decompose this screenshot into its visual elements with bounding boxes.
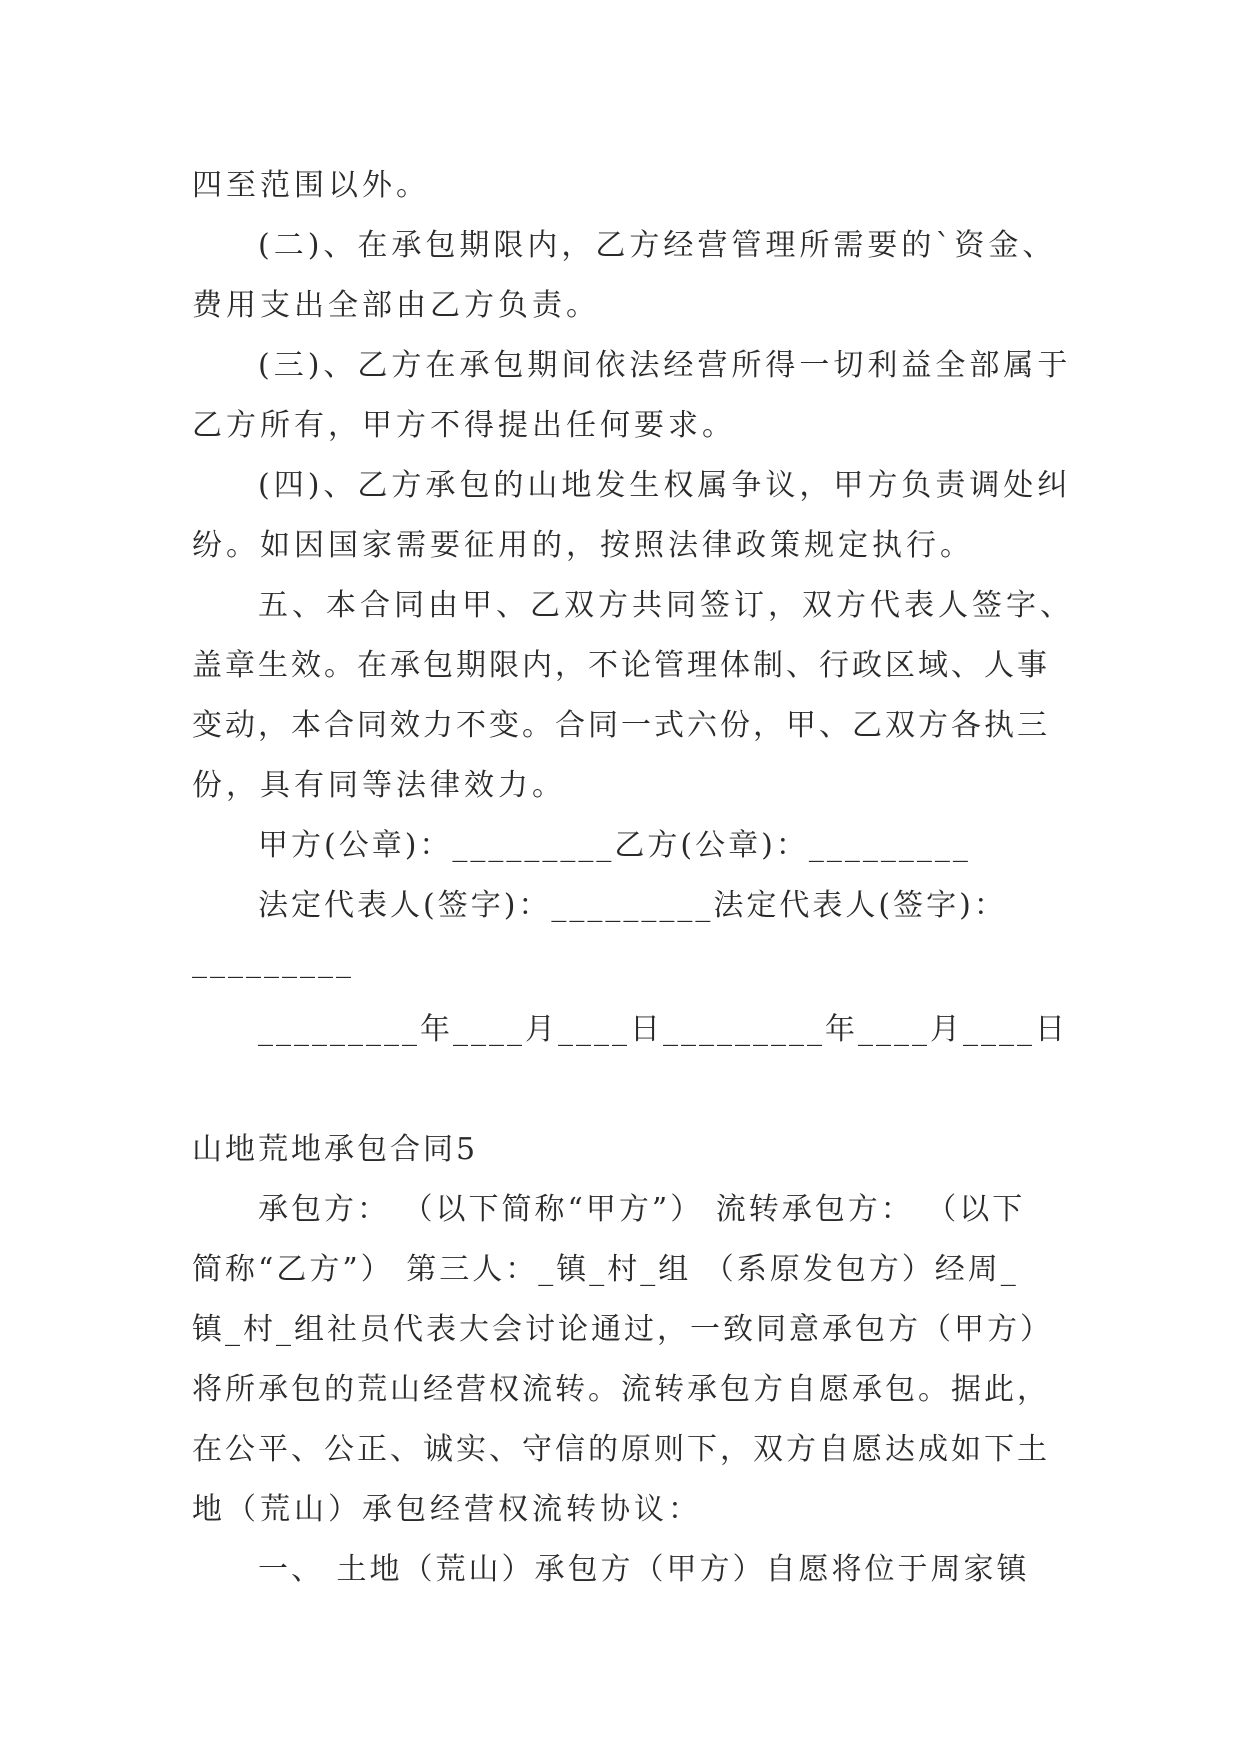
signature-blank: _________	[192, 944, 354, 979]
paragraph-line: 在公平、公正、诚实、守信的原则下，双方自愿达成如下土	[192, 1432, 1050, 1467]
paragraph-line: 简称“乙方”） 第三人：_镇_村_组 （系原发包方）经周_	[192, 1252, 1019, 1287]
paragraph-line: 变动，本合同效力不变。合同一式六份，甲、乙双方各执三	[192, 708, 1050, 743]
paragraph-line: 地（荒山）承包经营权流转协议：	[192, 1492, 702, 1527]
paragraph-line: 承包方： （以下简称“甲方”） 流转承包方： （以下	[258, 1192, 1026, 1227]
paragraph-line: (四)、乙方承包的山地发生权属争议，甲方负责调处纠	[258, 468, 1072, 503]
signature-line-seal: 甲方(公章)：_________乙方(公章)：_________	[258, 828, 971, 863]
paragraph-line: 费用支出全部由乙方负责。	[192, 288, 600, 323]
date-line: _________年____月____日_________年____月____日	[258, 1012, 1068, 1047]
paragraph-line: (三)、乙方在承包期间依法经营所得一切利益全部属于	[258, 348, 1072, 383]
paragraph-line: 乙方所有，甲方不得提出任何要求。	[192, 408, 736, 443]
paragraph-line: 将所承包的荒山经营权流转。流转承包方自愿承包。据此，	[192, 1372, 1050, 1407]
paragraph-line: (二)、在承包期限内，乙方经营管理所需要的`资金、	[258, 228, 1057, 263]
signature-line-representative: 法定代表人(签字)：_________法定代表人(签字)：	[258, 888, 1007, 923]
paragraph-line: 纷。如因国家需要征用的，按照法律政策规定执行。	[192, 528, 974, 563]
paragraph-line: 份，具有同等法律效力。	[192, 768, 566, 803]
section-title: 山地荒地承包合同5	[192, 1132, 479, 1167]
paragraph-line: 一、 土地（荒山）承包方（甲方）自愿将位于周家镇	[258, 1552, 1030, 1587]
paragraph-line: 镇_村_组社员代表大会讨论通过，一致同意承包方（甲方）	[192, 1312, 1053, 1347]
paragraph-line: 四至范围以外。	[192, 168, 430, 203]
paragraph-line: 五、本合同由甲、乙双方共同签订，双方代表人签字、	[258, 588, 1074, 623]
paragraph-line: 盖章生效。在承包期限内，不论管理体制、行政区域、人事	[192, 648, 1050, 683]
